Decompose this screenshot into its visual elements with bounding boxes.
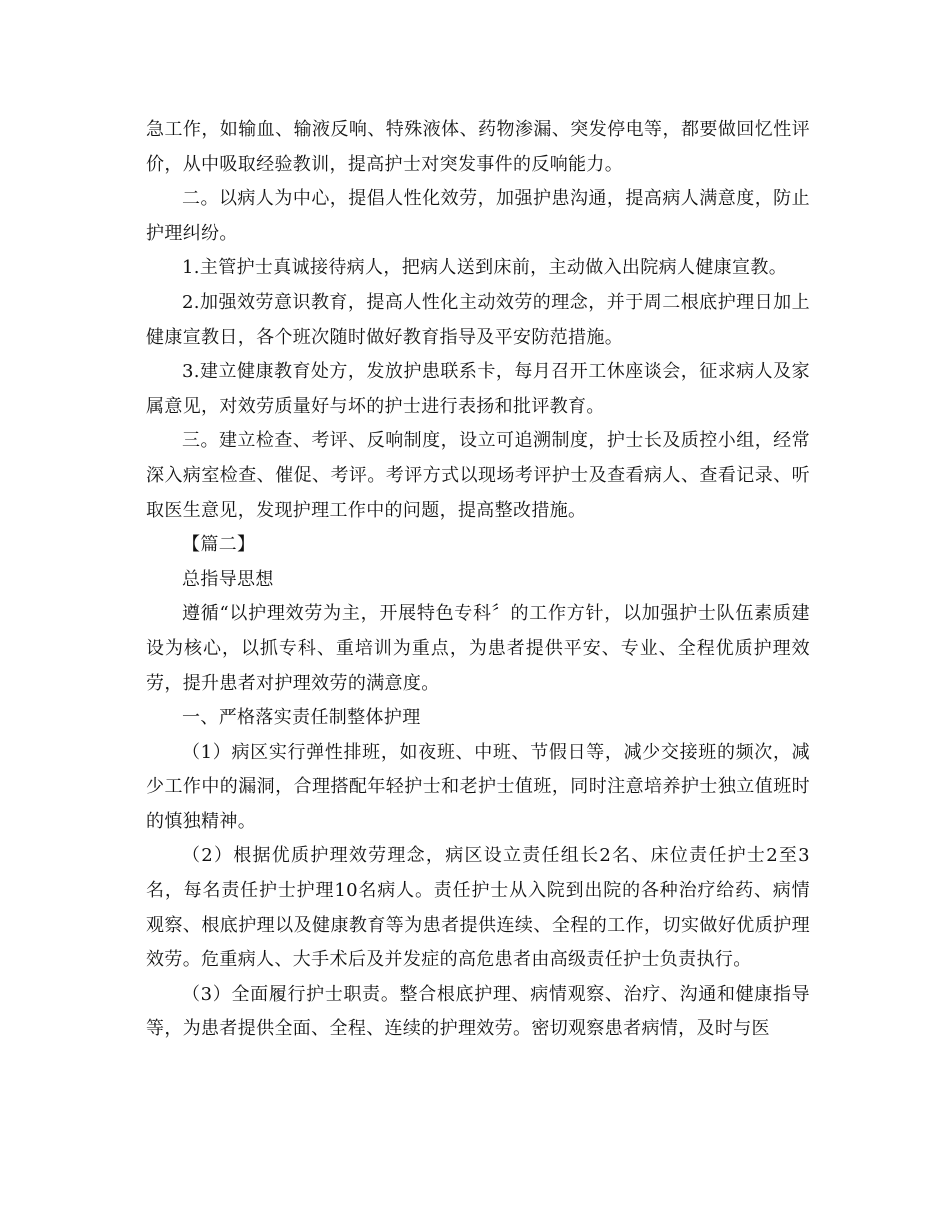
paragraph-continued-text: 急工作，如输血、输液反响、特殊液体、药物渗漏、突发停电等，都要做回忆性评价，从中吸取经验教训，提高护士对突发事件的反响能力。	[146, 119, 810, 175]
paragraph-point-3: （3）全面履行护士职责。整合根底护理、病情观察、治疗、沟通和健康指导等，为患者提供全面、全程、连续的护理效劳。密切观察患者病情，及时与医	[146, 983, 810, 1040]
document-page	[146, 113, 810, 1047]
paragraph-point-1: （1）病区实行弹性排班，如夜班、中班、节假日等，减少交接班的频次，减少工作中的漏洞，合理搭配年轻护士和老护士值班，同时注意培养护士独立值班时的慎独精神。	[146, 741, 810, 832]
subheading-guiding-thought: 总指导思想	[182, 568, 274, 590]
subheading-responsibility-nursing: 一、严格落实责任制整体护理	[182, 707, 421, 729]
paragraph-item-1: 1.主管护士真诚接待病人，把病人送到床前，主动做入出院病人健康宣教。	[182, 257, 788, 279]
paragraph-point-2: （2）根据优质护理效劳理念，病区设立责任组长2名、床位责任护士2至3名，每名责任护士护理10名病人。责任护士从入院到出院的各种治疗给药、病情观察、根底护理以及健康教育等为患者提供连续、全程的工作，切实做好优质护理效劳。危重病人、大手术后及并发症的高危患者由高级责任护士负责执行。	[146, 845, 810, 971]
paragraph-item-3: 3.建立健康教育处方，发放护患联系卡，每月召开工休座谈会，征求病人及家属意见，对效劳质量好与坏的护士进行表扬和批评教育。	[146, 361, 810, 417]
section-heading-part-two: 【篇二】	[182, 534, 256, 556]
paragraph-section-three: 三。建立检查、考评、反响制度，设立可追溯制度，护士长及质控小组，经常深入病室检查、催促、考评。考评方式以现场考评护士及查看病人、查看记录、听取医生意见，发现护理工作中的问题，提高整改措施。	[146, 430, 810, 521]
paragraph-section-two: 二。以病人为中心，提倡人性化效劳，加强护患沟通，提高病人满意度，防止护理纠纷。	[146, 188, 810, 244]
paragraph-guiding-principle: 遵循“以护理效劳为主，开展特色专科〞的工作方针，以加强护士队伍素质建设为核心，以抓专科、重培训为重点，为患者提供平安、专业、全程优质护理效劳，提升患者对护理效劳的满意度。	[146, 603, 810, 694]
paragraph-item-2: 2.加强效劳意识教育，提高人性化主动效劳的理念，并于周二根底护理日加上健康宣教日，各个班次随时做好教育指导及平安防范措施。	[146, 291, 810, 348]
